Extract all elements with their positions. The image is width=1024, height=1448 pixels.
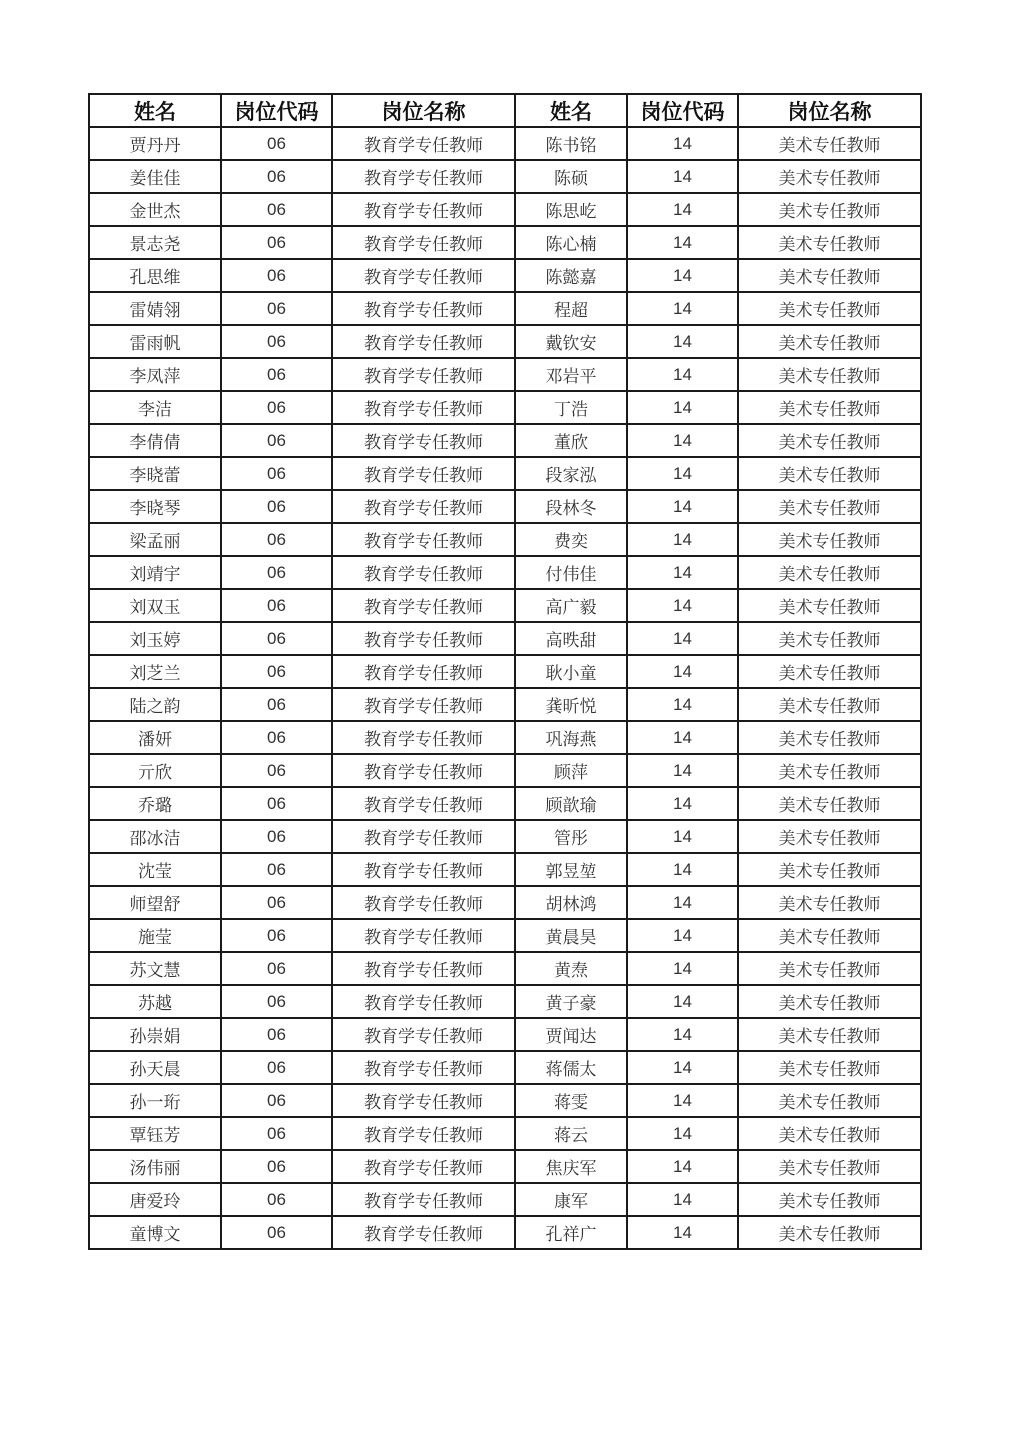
- right-post-code-cell: 14: [627, 721, 738, 754]
- right-name-cell: 黄晨昊: [515, 919, 627, 952]
- left-post-code-cell: 06: [221, 457, 332, 490]
- left-post-code-cell: 06: [221, 424, 332, 457]
- left-name-cell: 苏越: [89, 985, 221, 1018]
- left-name-cell: 童博文: [89, 1216, 221, 1249]
- table-row: [89, 589, 921, 622]
- right-post-code-cell: 14: [627, 655, 738, 688]
- right-post-code-cell: 14: [627, 1183, 738, 1216]
- left-name-cell: 汤伟丽: [89, 1150, 221, 1183]
- right-post-code-cell: 14: [627, 622, 738, 655]
- right-name-cell: 丁浩: [515, 391, 627, 424]
- left-post-title-cell: 教育学专任教师: [332, 391, 515, 424]
- table-row: [89, 985, 921, 1018]
- right-name-cell: 陈硕: [515, 160, 627, 193]
- left-name-cell: 孙天晨: [89, 1051, 221, 1084]
- left-name-cell: 李洁: [89, 391, 221, 424]
- right-name-cell: 贾闻达: [515, 1018, 627, 1051]
- right-post-code-cell: 14: [627, 589, 738, 622]
- left-name-cell: 雷雨帆: [89, 325, 221, 358]
- right-name-cell: 管彤: [515, 820, 627, 853]
- right-post-code-cell: 14: [627, 754, 738, 787]
- right-post-code-cell: 14: [627, 160, 738, 193]
- table-row: [89, 853, 921, 886]
- right-post-title-cell: 美术专任教师: [738, 1216, 921, 1249]
- left-post-title-cell: 教育学专任教师: [332, 556, 515, 589]
- left-post-code-cell: 06: [221, 556, 332, 589]
- left-name-cell: 唐爱玲: [89, 1183, 221, 1216]
- left-post-code-cell: 06: [221, 886, 332, 919]
- left-name-cell: 陆之韵: [89, 688, 221, 721]
- right-post-title-cell: 美术专任教师: [738, 589, 921, 622]
- right-name-cell: 费奕: [515, 523, 627, 556]
- left-post-title-cell: 教育学专任教师: [332, 457, 515, 490]
- right-post-title-cell: 美术专任教师: [738, 358, 921, 391]
- header-post-code: 岗位代码: [627, 94, 738, 127]
- left-post-title-cell: 教育学专任教师: [332, 490, 515, 523]
- right-name-cell: 董欣: [515, 424, 627, 457]
- left-post-code-cell: 06: [221, 688, 332, 721]
- right-post-title-cell: 美术专任教师: [738, 1150, 921, 1183]
- right-post-code-cell: 14: [627, 490, 738, 523]
- left-post-code-cell: 06: [221, 985, 332, 1018]
- table-row: [89, 325, 921, 358]
- header-post-title: 岗位名称: [332, 94, 515, 127]
- right-post-code-cell: 14: [627, 325, 738, 358]
- right-post-code-cell: 14: [627, 1150, 738, 1183]
- right-post-title-cell: 美术专任教师: [738, 787, 921, 820]
- right-post-title-cell: 美术专任教师: [738, 985, 921, 1018]
- left-post-code-cell: 06: [221, 1084, 332, 1117]
- right-post-title-cell: 美术专任教师: [738, 226, 921, 259]
- left-name-cell: 孔思维: [89, 259, 221, 292]
- right-name-cell: 陈懿嘉: [515, 259, 627, 292]
- table-row: [89, 952, 921, 985]
- right-post-title-cell: 美术专任教师: [738, 292, 921, 325]
- right-name-cell: 陈书铭: [515, 127, 627, 160]
- right-post-title-cell: 美术专任教师: [738, 424, 921, 457]
- table-row: [89, 1084, 921, 1117]
- left-name-cell: 潘妍: [89, 721, 221, 754]
- left-name-cell: 雷婧翎: [89, 292, 221, 325]
- right-name-cell: 蒋云: [515, 1117, 627, 1150]
- right-post-title-cell: 美术专任教师: [738, 1051, 921, 1084]
- table-row: [89, 754, 921, 787]
- left-post-code-cell: 06: [221, 226, 332, 259]
- right-post-code-cell: 14: [627, 919, 738, 952]
- table-row: [89, 1216, 921, 1249]
- right-name-cell: 龚昕悦: [515, 688, 627, 721]
- left-post-code-cell: 06: [221, 1117, 332, 1150]
- right-name-cell: 郭昱堃: [515, 853, 627, 886]
- left-name-cell: 乔璐: [89, 787, 221, 820]
- right-name-cell: 付伟佳: [515, 556, 627, 589]
- right-post-code-cell: 14: [627, 193, 738, 226]
- right-name-cell: 程超: [515, 292, 627, 325]
- right-post-code-cell: 14: [627, 523, 738, 556]
- table-row: [89, 1051, 921, 1084]
- left-name-cell: 孙一珩: [89, 1084, 221, 1117]
- right-name-cell: 蒋雯: [515, 1084, 627, 1117]
- right-post-title-cell: 美术专任教师: [738, 622, 921, 655]
- table-row: [89, 358, 921, 391]
- right-post-code-cell: 14: [627, 820, 738, 853]
- right-post-code-cell: 14: [627, 457, 738, 490]
- right-name-cell: 陈心楠: [515, 226, 627, 259]
- table-body: [89, 127, 921, 1249]
- left-post-title-cell: 教育学专任教师: [332, 1117, 515, 1150]
- right-post-title-cell: 美术专任教师: [738, 1018, 921, 1051]
- right-post-title-cell: 美术专任教师: [738, 886, 921, 919]
- left-name-cell: 刘芝兰: [89, 655, 221, 688]
- left-post-code-cell: 06: [221, 622, 332, 655]
- left-post-title-cell: 教育学专任教师: [332, 787, 515, 820]
- left-name-cell: 苏文慧: [89, 952, 221, 985]
- table-row: [89, 127, 921, 160]
- left-post-title-cell: 教育学专任教师: [332, 1018, 515, 1051]
- right-post-code-cell: 14: [627, 787, 738, 820]
- header-post-code: 岗位代码: [221, 94, 332, 127]
- left-post-code-cell: 06: [221, 490, 332, 523]
- left-post-code-cell: 06: [221, 523, 332, 556]
- right-post-title-cell: 美术专任教师: [738, 457, 921, 490]
- table-row: [89, 226, 921, 259]
- staff-table: [88, 93, 922, 1250]
- table-row: [89, 259, 921, 292]
- right-name-cell: 顾萍: [515, 754, 627, 787]
- left-post-code-cell: 06: [221, 160, 332, 193]
- left-post-title-cell: 教育学专任教师: [332, 820, 515, 853]
- left-post-code-cell: 06: [221, 1051, 332, 1084]
- right-post-code-cell: 14: [627, 688, 738, 721]
- left-name-cell: 刘靖宇: [89, 556, 221, 589]
- left-post-code-cell: 06: [221, 1018, 332, 1051]
- left-name-cell: 施莹: [89, 919, 221, 952]
- left-name-cell: 邵冰洁: [89, 820, 221, 853]
- header-post-title: 岗位名称: [738, 94, 921, 127]
- table-row: [89, 820, 921, 853]
- right-post-code-cell: 14: [627, 358, 738, 391]
- table-row: [89, 1150, 921, 1183]
- header-row: [89, 94, 921, 127]
- right-name-cell: 戴钦安: [515, 325, 627, 358]
- right-post-code-cell: 14: [627, 556, 738, 589]
- right-post-code-cell: 14: [627, 127, 738, 160]
- left-name-cell: 李晓琴: [89, 490, 221, 523]
- right-name-cell: 黄焘: [515, 952, 627, 985]
- right-post-code-cell: 14: [627, 985, 738, 1018]
- right-post-code-cell: 14: [627, 226, 738, 259]
- left-post-title-cell: 教育学专任教师: [332, 919, 515, 952]
- right-post-title-cell: 美术专任教师: [738, 853, 921, 886]
- left-name-cell: 沈莹: [89, 853, 221, 886]
- right-post-code-cell: 14: [627, 391, 738, 424]
- right-post-title-cell: 美术专任教师: [738, 1117, 921, 1150]
- left-post-title-cell: 教育学专任教师: [332, 754, 515, 787]
- table-row: [89, 457, 921, 490]
- right-name-cell: 段家泓: [515, 457, 627, 490]
- right-post-title-cell: 美术专任教师: [738, 160, 921, 193]
- left-name-cell: 刘玉婷: [89, 622, 221, 655]
- left-post-code-cell: 06: [221, 721, 332, 754]
- left-name-cell: 刘双玉: [89, 589, 221, 622]
- left-post-code-cell: 06: [221, 589, 332, 622]
- left-post-code-cell: 06: [221, 193, 332, 226]
- table-row: [89, 292, 921, 325]
- left-post-title-cell: 教育学专任教师: [332, 226, 515, 259]
- left-post-title-cell: 教育学专任教师: [332, 655, 515, 688]
- table-row: [89, 160, 921, 193]
- left-post-code-cell: 06: [221, 1216, 332, 1249]
- right-post-title-cell: 美术专任教师: [738, 952, 921, 985]
- left-name-cell: 师望舒: [89, 886, 221, 919]
- left-post-code-cell: 06: [221, 754, 332, 787]
- header-name: 姓名: [515, 94, 627, 127]
- right-post-code-cell: 14: [627, 1216, 738, 1249]
- left-post-title-cell: 教育学专任教师: [332, 127, 515, 160]
- left-name-cell: 景志尧: [89, 226, 221, 259]
- right-post-code-cell: 14: [627, 1051, 738, 1084]
- right-post-code-cell: 14: [627, 952, 738, 985]
- left-post-title-cell: 教育学专任教师: [332, 1150, 515, 1183]
- left-post-code-cell: 06: [221, 325, 332, 358]
- right-name-cell: 蒋儒太: [515, 1051, 627, 1084]
- right-post-title-cell: 美术专任教师: [738, 193, 921, 226]
- left-post-title-cell: 教育学专任教师: [332, 952, 515, 985]
- right-name-cell: 黄子豪: [515, 985, 627, 1018]
- left-post-code-cell: 06: [221, 391, 332, 424]
- left-post-code-cell: 06: [221, 1150, 332, 1183]
- left-name-cell: 李凤萍: [89, 358, 221, 391]
- left-post-title-cell: 教育学专任教师: [332, 1084, 515, 1117]
- left-name-cell: 亓欣: [89, 754, 221, 787]
- left-post-title-cell: 教育学专任教师: [332, 1216, 515, 1249]
- right-post-code-cell: 14: [627, 292, 738, 325]
- table-row: [89, 490, 921, 523]
- right-post-title-cell: 美术专任教师: [738, 919, 921, 952]
- right-post-title-cell: 美术专任教师: [738, 325, 921, 358]
- left-post-code-cell: 06: [221, 853, 332, 886]
- right-post-code-cell: 14: [627, 853, 738, 886]
- left-post-title-cell: 教育学专任教师: [332, 292, 515, 325]
- table-row: [89, 424, 921, 457]
- right-name-cell: 焦庆军: [515, 1150, 627, 1183]
- right-post-title-cell: 美术专任教师: [738, 127, 921, 160]
- right-post-title-cell: 美术专任教师: [738, 721, 921, 754]
- table-row: [89, 391, 921, 424]
- left-post-title-cell: 教育学专任教师: [332, 523, 515, 556]
- table-row: [89, 688, 921, 721]
- left-post-title-cell: 教育学专任教师: [332, 160, 515, 193]
- table-row: [89, 193, 921, 226]
- left-post-title-cell: 教育学专任教师: [332, 853, 515, 886]
- right-name-cell: 陈思屹: [515, 193, 627, 226]
- right-name-cell: 高昳甜: [515, 622, 627, 655]
- right-post-title-cell: 美术专任教师: [738, 820, 921, 853]
- left-post-code-cell: 06: [221, 787, 332, 820]
- right-post-title-cell: 美术专任教师: [738, 556, 921, 589]
- right-post-code-cell: 14: [627, 259, 738, 292]
- table-row: [89, 655, 921, 688]
- left-post-title-cell: 教育学专任教师: [332, 259, 515, 292]
- right-post-title-cell: 美术专任教师: [738, 754, 921, 787]
- left-name-cell: 金世杰: [89, 193, 221, 226]
- table-row: [89, 622, 921, 655]
- left-post-code-cell: 06: [221, 820, 332, 853]
- left-name-cell: 梁孟丽: [89, 523, 221, 556]
- left-post-title-cell: 教育学专任教师: [332, 721, 515, 754]
- left-name-cell: 覃钰芳: [89, 1117, 221, 1150]
- right-post-title-cell: 美术专任教师: [738, 490, 921, 523]
- table-row: [89, 787, 921, 820]
- table-row: [89, 556, 921, 589]
- left-post-code-cell: 06: [221, 655, 332, 688]
- left-post-title-cell: 教育学专任教师: [332, 1051, 515, 1084]
- right-post-title-cell: 美术专任教师: [738, 523, 921, 556]
- left-post-title-cell: 教育学专任教师: [332, 358, 515, 391]
- right-name-cell: 康军: [515, 1183, 627, 1216]
- left-post-title-cell: 教育学专任教师: [332, 424, 515, 457]
- table-row: [89, 1018, 921, 1051]
- table-row: [89, 1183, 921, 1216]
- left-post-title-cell: 教育学专任教师: [332, 193, 515, 226]
- table-row: [89, 1117, 921, 1150]
- right-post-code-cell: 14: [627, 1018, 738, 1051]
- right-post-code-cell: 14: [627, 1084, 738, 1117]
- left-post-code-cell: 06: [221, 952, 332, 985]
- header-name: 姓名: [89, 94, 221, 127]
- right-name-cell: 段林冬: [515, 490, 627, 523]
- left-name-cell: 姜佳佳: [89, 160, 221, 193]
- left-name-cell: 李晓蕾: [89, 457, 221, 490]
- left-post-title-cell: 教育学专任教师: [332, 589, 515, 622]
- left-post-code-cell: 06: [221, 358, 332, 391]
- right-name-cell: 巩海燕: [515, 721, 627, 754]
- right-post-code-cell: 14: [627, 424, 738, 457]
- left-name-cell: 孙崇娟: [89, 1018, 221, 1051]
- right-post-title-cell: 美术专任教师: [738, 1183, 921, 1216]
- left-post-code-cell: 06: [221, 292, 332, 325]
- right-post-title-cell: 美术专任教师: [738, 391, 921, 424]
- left-post-title-cell: 教育学专任教师: [332, 1183, 515, 1216]
- left-post-title-cell: 教育学专任教师: [332, 622, 515, 655]
- left-post-title-cell: 教育学专任教师: [332, 886, 515, 919]
- left-name-cell: 贾丹丹: [89, 127, 221, 160]
- right-post-title-cell: 美术专任教师: [738, 1084, 921, 1117]
- right-post-code-cell: 14: [627, 886, 738, 919]
- right-post-title-cell: 美术专任教师: [738, 259, 921, 292]
- right-name-cell: 胡林鸿: [515, 886, 627, 919]
- table-row: [89, 919, 921, 952]
- right-name-cell: 孔祥广: [515, 1216, 627, 1249]
- right-name-cell: 顾歆瑜: [515, 787, 627, 820]
- left-name-cell: 李倩倩: [89, 424, 221, 457]
- table-row: [89, 523, 921, 556]
- left-post-title-cell: 教育学专任教师: [332, 985, 515, 1018]
- right-post-code-cell: 14: [627, 1117, 738, 1150]
- left-post-code-cell: 06: [221, 1183, 332, 1216]
- right-name-cell: 高广毅: [515, 589, 627, 622]
- left-post-code-cell: 06: [221, 919, 332, 952]
- right-name-cell: 耿小童: [515, 655, 627, 688]
- left-post-code-cell: 06: [221, 259, 332, 292]
- left-post-code-cell: 06: [221, 127, 332, 160]
- left-post-title-cell: 教育学专任教师: [332, 688, 515, 721]
- right-post-title-cell: 美术专任教师: [738, 655, 921, 688]
- left-post-title-cell: 教育学专任教师: [332, 325, 515, 358]
- table-row: [89, 886, 921, 919]
- right-name-cell: 邓岩平: [515, 358, 627, 391]
- table-row: [89, 721, 921, 754]
- right-post-title-cell: 美术专任教师: [738, 688, 921, 721]
